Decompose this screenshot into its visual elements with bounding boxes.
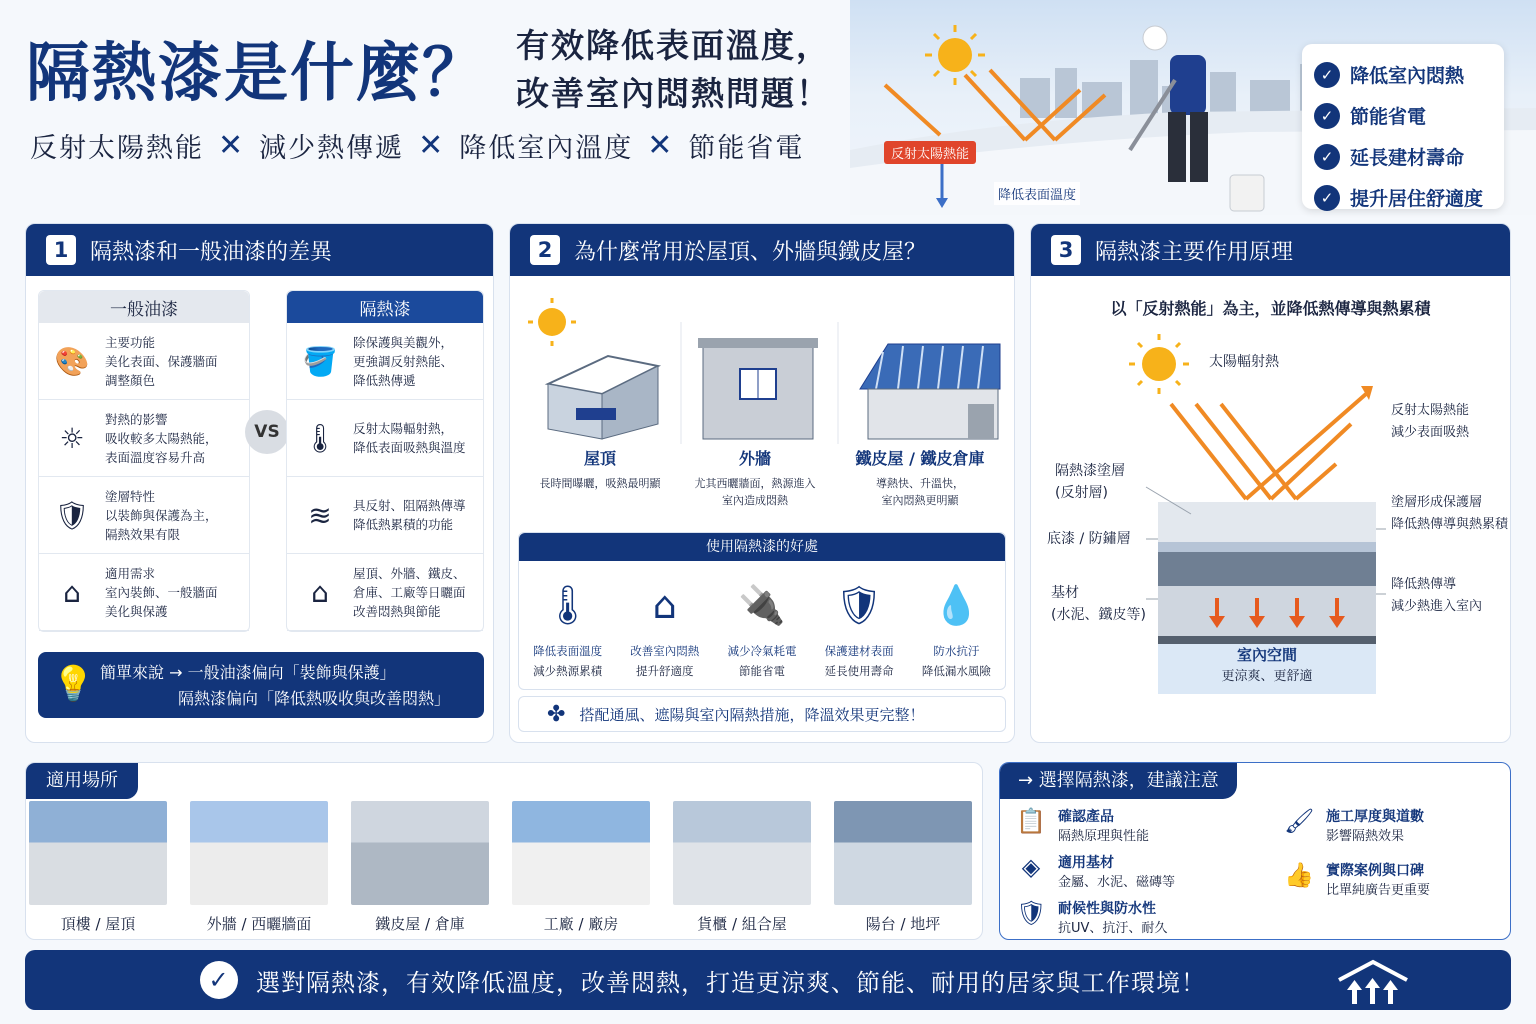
panel-title: 隔熱漆和一般油漆的差異	[90, 239, 333, 265]
reflect-heat-label: 反射太陽熱能	[884, 141, 976, 164]
row-line: 以裝飾與保護為主，	[105, 507, 218, 523]
row-line: 室內裝飾、一般牆面	[105, 584, 218, 600]
exterior-wall-illustration	[698, 338, 818, 439]
page-subtitle	[516, 22, 831, 118]
place-photo	[834, 801, 972, 905]
palette-icon: 🎨	[54, 344, 90, 378]
row-line: 對熱的影響	[105, 411, 168, 427]
place-photo	[29, 801, 167, 905]
row-line: 降低熱傳遞	[353, 372, 416, 388]
row-line: 降低表面吸熱與溫度	[353, 440, 466, 455]
steel-house-illustration	[860, 344, 1000, 439]
thermometer-snow-icon: 🌡	[302, 421, 338, 455]
row-line: 表面溫度容易升高	[105, 449, 206, 465]
benefit-item	[715, 569, 809, 681]
place-photo	[190, 801, 328, 905]
house-icon: ⌂	[63, 575, 81, 609]
benefit-item: ✓ 節能省電	[1314, 95, 1492, 136]
row-line: 塗層特性	[105, 488, 156, 504]
benefit-title: 防水抗汙	[933, 644, 980, 658]
right-row	[287, 477, 483, 554]
sun-icon	[1129, 334, 1189, 394]
tip-item	[1016, 853, 1266, 893]
row-line: 改善悶熱與節能	[353, 603, 441, 619]
check-circle-icon: ✓	[1314, 103, 1340, 129]
tip-title: 施工厚度與道數	[1326, 809, 1424, 825]
tip-line-2: 隔熱漆偏向「降低熱吸收與改善悶熱」	[178, 689, 451, 708]
regular-paint-column	[38, 290, 250, 632]
left-row	[39, 400, 249, 477]
tips-header: → 選擇隔熱漆，建議注意	[1000, 763, 1237, 799]
panel-paint-comparison	[25, 223, 494, 743]
primer-layer-label: 底漆 / 防鏽層	[1047, 531, 1131, 547]
left-row	[39, 477, 249, 554]
vs-badge: VS	[245, 410, 289, 454]
selection-tips	[999, 762, 1511, 940]
sun-icon: ☼	[59, 421, 85, 455]
row-line: 降低熱累積的功能	[353, 517, 454, 532]
tip-text	[1058, 853, 1175, 893]
tagline-item: 反射太陽熱能	[30, 133, 204, 164]
benefit-title: 保護建材表面	[824, 644, 894, 658]
fan-icon: ✤	[547, 701, 566, 727]
panel-header	[26, 224, 493, 276]
panel-header	[510, 224, 1014, 276]
benefit-title: 改善室內悶熱	[630, 644, 700, 658]
principle-intro: 以「反射熱能」為主，並降低熱傳導與熱累積	[1110, 299, 1431, 318]
layers-icon: ◈	[1021, 853, 1041, 881]
benefit-desc: 延長使用壽命	[824, 664, 894, 678]
row-text	[353, 419, 466, 457]
tip-text	[1058, 807, 1149, 847]
heat-paint-column	[286, 290, 484, 632]
place-label: 外牆 / 西曬牆面	[206, 915, 312, 933]
tip-desc: 隔熱原理與性能	[1058, 829, 1150, 844]
key-benefits-card	[1302, 44, 1504, 209]
house-temp-icon: ⌂	[652, 583, 677, 627]
indoor-space-label: 室內空間 更涼爽、更舒適	[1221, 646, 1313, 684]
row-text	[105, 564, 218, 621]
section-number: 3	[1051, 235, 1081, 265]
shield-check-icon: 🛡	[835, 583, 884, 627]
lightbulb-icon: 💡	[52, 664, 95, 704]
row-line: 具反射、阻隔熱傳導	[353, 498, 466, 513]
sun-icon	[528, 298, 576, 346]
row-text	[353, 496, 466, 534]
right-row	[287, 554, 483, 631]
benefit-desc: 降低漏水風險	[921, 664, 991, 678]
benefits-header: 使用隔熱漆的好處	[519, 533, 1005, 561]
page-title: 隔熱漆是什麼？	[26, 37, 488, 111]
tip-text	[1326, 861, 1430, 901]
right-label-2: 塗層形成保護層 降低熱傳導與熱累積	[1391, 495, 1509, 532]
benefit-item	[812, 569, 906, 681]
tip-title: 適用基材	[1058, 855, 1114, 871]
rooftop-building-illustration	[548, 356, 658, 439]
place-card	[351, 801, 489, 934]
building-steel: 鐵皮屋 / 鐵皮倉庫 導熱快、升溫快， 室內悶熱更明顯	[855, 449, 985, 507]
place-label: 陽台 / 地坪	[865, 915, 941, 933]
subtitle-line-2: 改善室內悶熱問題！	[516, 74, 831, 113]
row-line: 美化與保護	[105, 603, 168, 619]
place-label: 工廠 / 廠房	[543, 915, 619, 933]
check-circle-icon: ✓	[1314, 62, 1340, 88]
shield-icon: 🛡	[54, 498, 90, 532]
place-card	[29, 801, 167, 934]
row-text	[353, 333, 453, 390]
left-row	[39, 554, 249, 631]
cross-icon: ✕	[218, 128, 246, 163]
right-label-3: 降低熱傳導 減少熱進入室內	[1391, 577, 1483, 614]
row-text	[353, 564, 466, 621]
layers-icon: ≋	[308, 498, 332, 532]
water-drop-icon: 💧	[932, 583, 980, 627]
row-line: 吸收較多太陽熱能，	[105, 430, 218, 446]
row-line: 主要功能	[105, 334, 156, 350]
panel-title: 為什麼常用於屋頂、外牆與鐵皮屋？	[574, 239, 927, 265]
benefit-item: ✓ 提升居住舒適度	[1314, 177, 1492, 218]
benefit-desc: 減少熱源累積	[533, 664, 603, 678]
place-label: 鐵皮屋 / 倉庫	[375, 915, 465, 933]
column-header: 隔熱漆	[287, 291, 483, 323]
place-label: 貨櫃 / 組合屋	[697, 915, 787, 933]
row-line: 美化表面、保護牆面	[105, 353, 218, 369]
house-thermometer-icon: ⌂	[311, 575, 329, 609]
tagline-item: 降低室內溫度	[459, 133, 634, 164]
place-photo	[673, 801, 811, 905]
tip-line-1: 簡單來說 → 一般油漆偏向「裝飾與保護」	[100, 663, 396, 682]
footer-text: 選對隔熱漆，有效降低溫度，改善悶熱，打造更涼爽、節能、耐用的居家與工作環境！	[256, 968, 1206, 997]
panel-principle	[1030, 223, 1511, 743]
building-wall: 外牆 尤其西曬牆面，熱源進入 室內造成悶熱	[694, 449, 816, 507]
shield-icon: 🛡	[1016, 899, 1047, 927]
paint-bucket-icon: 🪣	[302, 344, 338, 378]
tip-desc: 比單純廣告更重要	[1326, 883, 1431, 898]
thermometer-icon: 🌡	[543, 583, 592, 627]
tip-item	[1016, 899, 1266, 939]
left-row	[39, 323, 249, 400]
cross-icon: ✕	[647, 128, 675, 163]
benefit-item: ✓ 延長建材壽命	[1314, 136, 1492, 177]
tip-item	[1284, 807, 1504, 847]
benefits-box	[518, 532, 1006, 690]
place-card	[673, 801, 811, 934]
row-line: 倉庫、工廠等日曬面	[353, 584, 466, 600]
thumbs-up-icon: 👍	[1284, 861, 1314, 889]
paint-roller-icon: 🖌	[1284, 807, 1315, 835]
tip-title: 確認產品	[1058, 809, 1114, 825]
note-text: 搭配通風、遮陽與室內隔熱措施，降溫效果更完整！	[579, 705, 925, 724]
reflection-arrows	[1171, 394, 1366, 499]
place-photo	[351, 801, 489, 905]
places-tag: 適用場所	[26, 763, 138, 799]
benefit-item	[909, 569, 1003, 681]
check-circle-icon: ✓	[1314, 144, 1340, 170]
row-line: 更強調反射熱能、	[353, 353, 454, 369]
tip-desc: 抗UV、抗汙、耐久	[1058, 921, 1168, 936]
tip-text	[1058, 899, 1167, 939]
tip-desc: 金屬、水泥、磁磚等	[1058, 875, 1176, 890]
sun-label: 太陽輻射熱	[1209, 354, 1279, 370]
place-card	[512, 801, 650, 934]
panel-header	[1031, 224, 1510, 276]
coating-layer-label: 隔熱漆塗層 (反射層)	[1055, 463, 1125, 501]
row-line: 隔熱效果有限	[105, 526, 181, 542]
row-line: 適用需求	[105, 565, 156, 581]
benefit-item	[521, 569, 615, 681]
column-header: 一般油漆	[39, 291, 249, 323]
document-check-icon: 📋	[1016, 807, 1046, 835]
row-line: 調整顏色	[105, 372, 156, 388]
row-line: 除保護與美觀外，	[353, 334, 454, 350]
row-text	[105, 410, 218, 467]
tip-desc: 影響隔熱效果	[1326, 829, 1405, 844]
applicable-places	[25, 762, 983, 940]
cross-icon: ✕	[418, 128, 446, 163]
place-card	[834, 801, 972, 934]
place-card	[190, 801, 328, 934]
subtitle-line-1: 有效降低表面溫度，	[516, 26, 831, 65]
substrate-layer-label: 基材 (水泥、鐵皮等)	[1051, 585, 1146, 623]
tip-item	[1284, 861, 1504, 901]
tip-item	[1016, 807, 1266, 847]
panel-title: 隔熱漆主要作用原理	[1095, 239, 1294, 265]
section-number: 2	[530, 235, 560, 265]
note-box	[518, 696, 1006, 732]
row-line: 屋頂、外牆、鐵皮、	[353, 565, 466, 581]
row-text	[105, 333, 218, 390]
benefit-title: 降低表面溫度	[533, 644, 603, 658]
plug-leaf-icon: 🔌	[738, 583, 786, 627]
house-up-arrows-icon	[1333, 958, 1413, 1006]
row-text	[105, 487, 218, 544]
section-number: 1	[46, 235, 76, 265]
benefit-desc: 節能省電	[738, 664, 785, 678]
right-row	[287, 323, 483, 400]
tip-text	[1326, 807, 1424, 847]
summary-tip	[38, 652, 484, 718]
right-row	[287, 400, 483, 477]
check-circle-icon: ✓	[200, 961, 238, 999]
benefit-desc: 提升舒適度	[636, 664, 694, 678]
tip-title: 實際案例與口碑	[1326, 863, 1424, 879]
sun-icon	[925, 25, 985, 85]
benefit-title: 減少冷氣耗電	[727, 644, 797, 658]
tagline	[30, 126, 804, 165]
lower-surface-temp-label: 降低表面溫度	[994, 182, 1080, 205]
tip-title: 耐候性與防水性	[1058, 901, 1156, 917]
right-label-1: 反射太陽熱能 減少表面吸熱	[1391, 403, 1470, 440]
tagline-item: 節能省電	[688, 133, 805, 164]
building-roof: 屋頂 長時間曝曬，吸熱最明顯	[539, 449, 661, 490]
check-circle-icon: ✓	[1314, 185, 1340, 211]
benefit-item	[618, 569, 712, 681]
footer-banner	[25, 950, 1511, 1010]
place-label: 頂樓 / 屋頂	[60, 915, 136, 933]
panel-why-roof	[509, 223, 1015, 743]
tagline-item: 減少熱傳遞	[259, 133, 405, 164]
benefit-item: ✓ 降低室內悶熱	[1314, 54, 1492, 95]
row-line: 反射太陽輻射熱，	[353, 421, 454, 436]
place-photo	[512, 801, 650, 905]
